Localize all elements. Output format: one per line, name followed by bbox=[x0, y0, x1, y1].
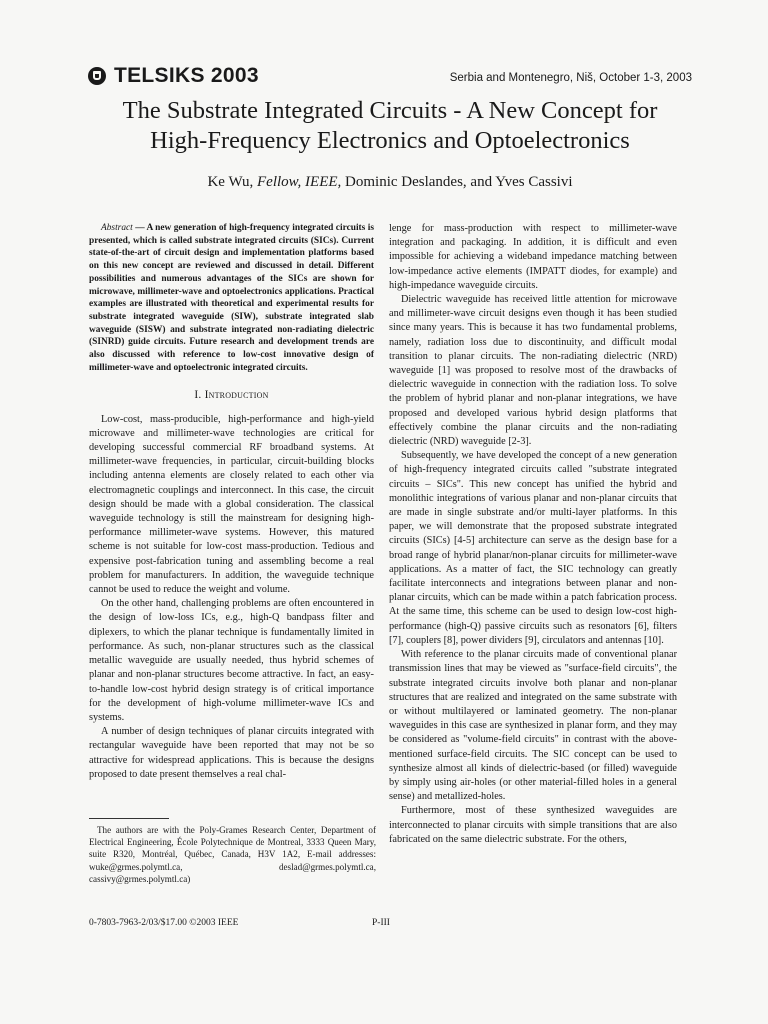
paper-title-line-1: The Substrate Integrated Circuits - A New Concept for bbox=[122, 97, 658, 124]
author-rest: Dominic Deslandes, and Yves Cassivi bbox=[345, 174, 573, 190]
footer-page-number: P-III bbox=[372, 918, 390, 928]
paragraph: Low-cost, mass-producible, high-performance and high-yield microwave and millimeter-wave technologies are critical for developing successful commercial RF broadband systems. At millimeter-wave frequencies, in particular, circuit-building blocks including antenna elements are closely related to each other via electromagnetic couplings and interconnect. In this case, the circuit design should be made with a global consideration. The classical waveguide technology is still the mainstream for designing high-performance millimeter-wave systems. However, this matured scheme is not suitable for low-cost mass-production. Tedious and expensive post-fabrication tuning and assembling become a real problem for manufacturers. In addition, the waveguide technique cannot be used to reduce the weight and volume. bbox=[89, 413, 374, 596]
conference-name: TELSIKS 2003 bbox=[114, 64, 259, 87]
footnote-divider bbox=[89, 818, 169, 819]
abstract bbox=[89, 222, 374, 374]
conference-header bbox=[88, 64, 692, 90]
author-list bbox=[80, 174, 700, 191]
paragraph: On the other hand, challenging problems are often encountered in the design of low-loss ICs, e.g., high-Q bandpass filter and diplexers, to which the planar technique is fundamentally limited in performance. As such, non-planar structures such as the classical metallic waveguide are usually needed, thus hybrid schemes of planar and non-planar structures become attractive. In fact, an easy-to-handle low-cost hybrid design strategy is of critical importance for the development of high-volume millimeter-wave ICs and systems. bbox=[89, 598, 374, 723]
paragraph: Subsequently, we have developed the concept of a new generation of high-frequency integrated circuits called "substrate integrated circuits – SICs". This new concept has unified the hybrid and monolithic integrations of various planar and non-planar circuits that are made in single substrate and/or multi-layer platforms. In this paper, we will demonstrate that the proposed substrate integrated circuits (SICs) [4-5] architecture can serve as the design base for a broad range of hybrid planar/non-planar circuits for millimeter-wave applications. As a matter of fact, the SIC technology can greatly facilitate interconnects and integrations between planar and non-planar circuits, which can be made within a patch fabrication process. At the same time, this scheme can be used to design low-cost high-performance (high-Q) passive circuits such as resonators [6], filters [7], couplers [8], power dividers [9], circulators and antennas [10]. bbox=[389, 450, 677, 646]
section-number: I. bbox=[194, 389, 202, 402]
paragraph: Dielectric waveguide has received little attention for microwave and millimeter-wave circuit designs even though it has been studied since many years. This is because it has two fundamental problems, namely, radiation loss due to discontinuity, and difficult modal transition to planar circuits. The non-radiating dielectric (NRD) waveguide [1] was proposed to resolve most of the drawbacks of dielectric waveguide in connection with the radiation loss. To solve the problem of hybrid planar and non-planar integrations, we have proposed and developed various hybrid design platforms that effectively combine the planar circuits and the non-radiating dielectric (NRD) waveguide [2-3]. bbox=[389, 294, 677, 448]
abstract-text: — A new generation of high-frequency integrated circuits is presented, which is called substrate integrated circuits (SICs). Current state-of-the-art of circuit design and implementation platforms based on this new concept are reviewed and discussed in detail. Different possibilities and numerous advantages of the SICs are shown for microwave, millimeter-wave and optoelectronics applications. Practical examples are illustrated with theoretical and experimental results for substrate integrated waveguide (SIW), substrate integrated slab waveguide (SISW) and substrate integrated non-radiating dielectric (SINRD) guide circuits. Future research and development trends are also discussed with reference to low-cost innovative design of millimeter-wave and optoelectronic integrated circuits. bbox=[89, 223, 374, 373]
author-first: Ke Wu, bbox=[207, 174, 254, 190]
paragraph: Furthermore, most of these synthesized waveguides are interconnected to planar circuits with simple transitions that are also fabricated on the same dielectric substrate. For the others, bbox=[389, 805, 677, 845]
section-heading-introduction bbox=[89, 388, 374, 402]
paragraph: lenge for mass-production with respect to millimeter-wave integration and packaging. In addition, it is difficult and even impossible for achieving a wideband impedance matching between low-impedance active elements (IMPATT diodes, for example) and high-impedance waveguide circuits. bbox=[389, 223, 677, 291]
left-column bbox=[89, 222, 374, 782]
author-grade: Fellow, IEEE, bbox=[257, 174, 342, 190]
conference-logo-icon bbox=[88, 67, 106, 85]
paragraph: With reference to the planar circuits made of conventional planar transmission lines that may be viewed as "surface-field circuits", the substrate integrated circuits involve both planar and non-planar structures that are realized and integrated on the same substrate with or without multilayered or laminated geometry. The non-planar waveguides in this case are synthesized in planar form, and they may be considered as "volume-field circuits" in contrast with the above-mentioned surface-field circuits. The SIC concept can be used to synthesize almost all kinds of dielectric-based (or filled) waveguide by simply using air-holes (or other material-filled holes in a general sense) and metallized-holes. bbox=[389, 649, 677, 803]
footer-isbn: 0-7803-7963-2/03/$17.00 ©2003 IEEE bbox=[89, 918, 239, 928]
right-column bbox=[389, 222, 677, 847]
paper-title-line-2: High-Frequency Electronics and Optoelectronics bbox=[150, 127, 630, 154]
paper-title bbox=[80, 96, 700, 156]
author-affiliation-footnote: The authors are with the Poly-Grames Research Center, Department of Electrical Engineering, École Polytechnique de Montreal, 3333 Queen Mary, suite R320, Montréal, Québec, Canada, H3V 1A2, E-mail addresses: wuke@grmes.polymtl.ca, deslad@grmes.polymtl.ca, cassivy@grmes.polymtl.ca) bbox=[89, 825, 376, 884]
paragraph: A number of design techniques of planar circuits integrated with rectangular waveguide have been reported that may not be so attractive for widespread applications. This is because the designs proposed to date present themselves a real chal- bbox=[89, 726, 374, 780]
section-title: Introduction bbox=[204, 389, 269, 402]
conference-location-date: Serbia and Montenegro, Niš, October 1-3, 2003 bbox=[449, 72, 692, 84]
abstract-label: Abstract bbox=[101, 223, 133, 233]
